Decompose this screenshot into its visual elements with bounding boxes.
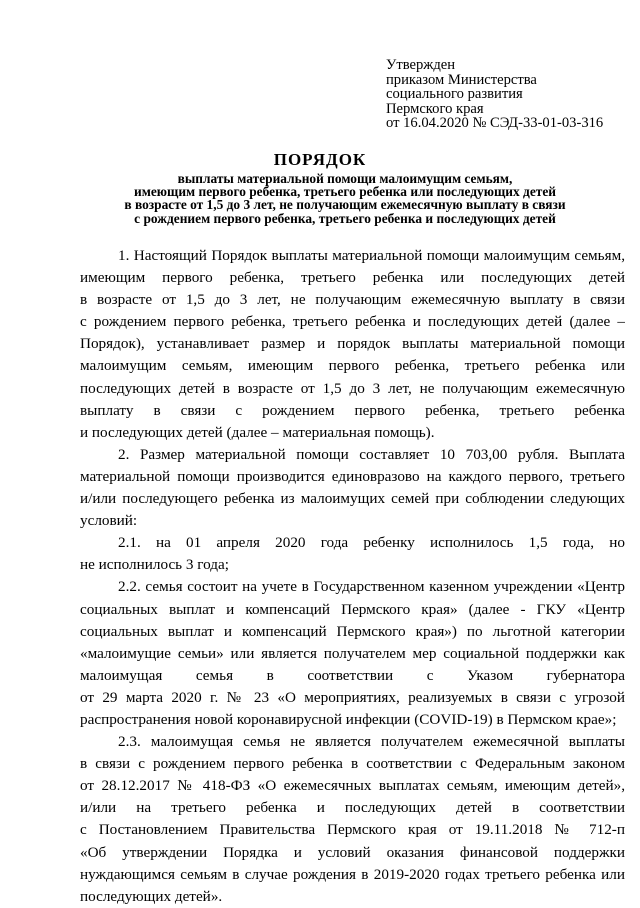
body-line: материальной помощи производится единовразово на каждого первого, третьего [80, 467, 625, 485]
body-line: последующих детей в возрасте от 1,5 до 3 лет, не получающим ежемесячную [80, 379, 625, 397]
subtitle-line: выплаты материальной помощи малоимущим семьям, [177, 171, 513, 186]
body-line: «Об утверждении Порядка и условий оказания финансовой поддержки [80, 843, 625, 861]
body-line: условий: [80, 512, 138, 530]
body-line: последующих детей». [80, 887, 223, 905]
body-line: в возрасте от 1,5 до 3 лет, не получающим ежемесячную выплату в связи [80, 291, 625, 309]
body-line: от 28.12.2017 № 418-ФЗ «О ежемесячных выплатах семьям, имеющим детей», [80, 777, 625, 795]
approval-stamp [386, 58, 626, 131]
body-line: с рождением первого ребенка, третьего ребенка и последующих детей (далее – [80, 313, 625, 331]
body-line: 2.3. малоимущая семья не является получателем ежемесячной выплаты [118, 733, 625, 751]
document-body [80, 245, 625, 908]
document-title: ПОРЯДОК [273, 150, 367, 169]
body-line: социальных выплат и компенсаций Пермского края» (далее - ГКУ «Центр [80, 600, 625, 618]
body-line: имеющим первого ребенка, третьего ребенка или последующих детей [80, 269, 625, 287]
subtitle-line: с рождением первого ребенка, третьего ребенка и последующих детей [134, 210, 556, 226]
body-line: 1. Настоящий Порядок выплаты материальной помощи малоимущим семьям, [118, 247, 625, 264]
body-line: малоимущим семьям, имеющим первого ребенка, третьего ребенка или [80, 357, 625, 375]
approval-line: социального развития [386, 86, 523, 102]
approval-line: Утвержден [386, 57, 456, 73]
body-line: от 29 марта 2020 г. № 23 «О мероприятиях, реализуемых в связи с угрозой [80, 688, 625, 706]
approval-line: от 16.04.2020 № СЭД-33-01-03-316 [386, 115, 604, 131]
body-line: нуждающимся семьям в случае рождения в 2019-2020 годах третьего ребенка или [80, 865, 625, 883]
body-line: распространения новой коронавирусной инфекции (COVID-19) в Пермском крае»; [80, 710, 617, 728]
body-line: 2.2. семья состоит на учете в Государственном казенном учреждении «Центр [118, 578, 625, 596]
subtitle-line: имеющим первого ребенка, третьего ребенка или последующих детей [134, 184, 556, 200]
body-line: «малоимущие семьи» или является получателем мер социальной поддержки как [80, 644, 625, 662]
body-line: и последующих детей (далее – материальная помощь). [80, 423, 435, 441]
body-line: с Постановлением Правительства Пермского края от 19.11.2018 № 712-п [80, 821, 625, 839]
body-line: не исполнилось 3 года; [80, 556, 229, 574]
approval-line: приказом Министерства [386, 71, 537, 88]
body-line: в связи с рождением первого ребенка в соответствии с Федеральным законом [80, 755, 625, 773]
body-line: малоимущая семья в соответствии с Указом губернатора [80, 666, 625, 684]
body-line: и/или последующего ребенка из малоимущих семей при соблюдении следующих [80, 490, 625, 508]
body-line: социальных выплат и компенсаций Пермского края») по льготной категории [80, 622, 625, 640]
approval-line: Пермского края [386, 100, 484, 117]
subtitle-line: в возрасте от 1,5 до 3 лет, не получающим ежемесячную выплату в связи [124, 197, 566, 213]
body-line: и/или на третьего ребенка и последующих детей в соответствии [80, 799, 625, 817]
body-line: 2. Размер материальной помощи составляет 10 703,00 рубля. Выплата [118, 445, 625, 463]
body-line: 2.1. на 01 апреля 2020 года ребенку исполнилось 1,5 года, но [118, 534, 625, 552]
body-line: Порядок), устанавливает размер и порядок выплаты материальной помощи [80, 335, 625, 353]
body-line: выплату в связи с рождением первого ребенка, третьего ребенка [80, 401, 625, 419]
document-subtitle [70, 172, 620, 225]
